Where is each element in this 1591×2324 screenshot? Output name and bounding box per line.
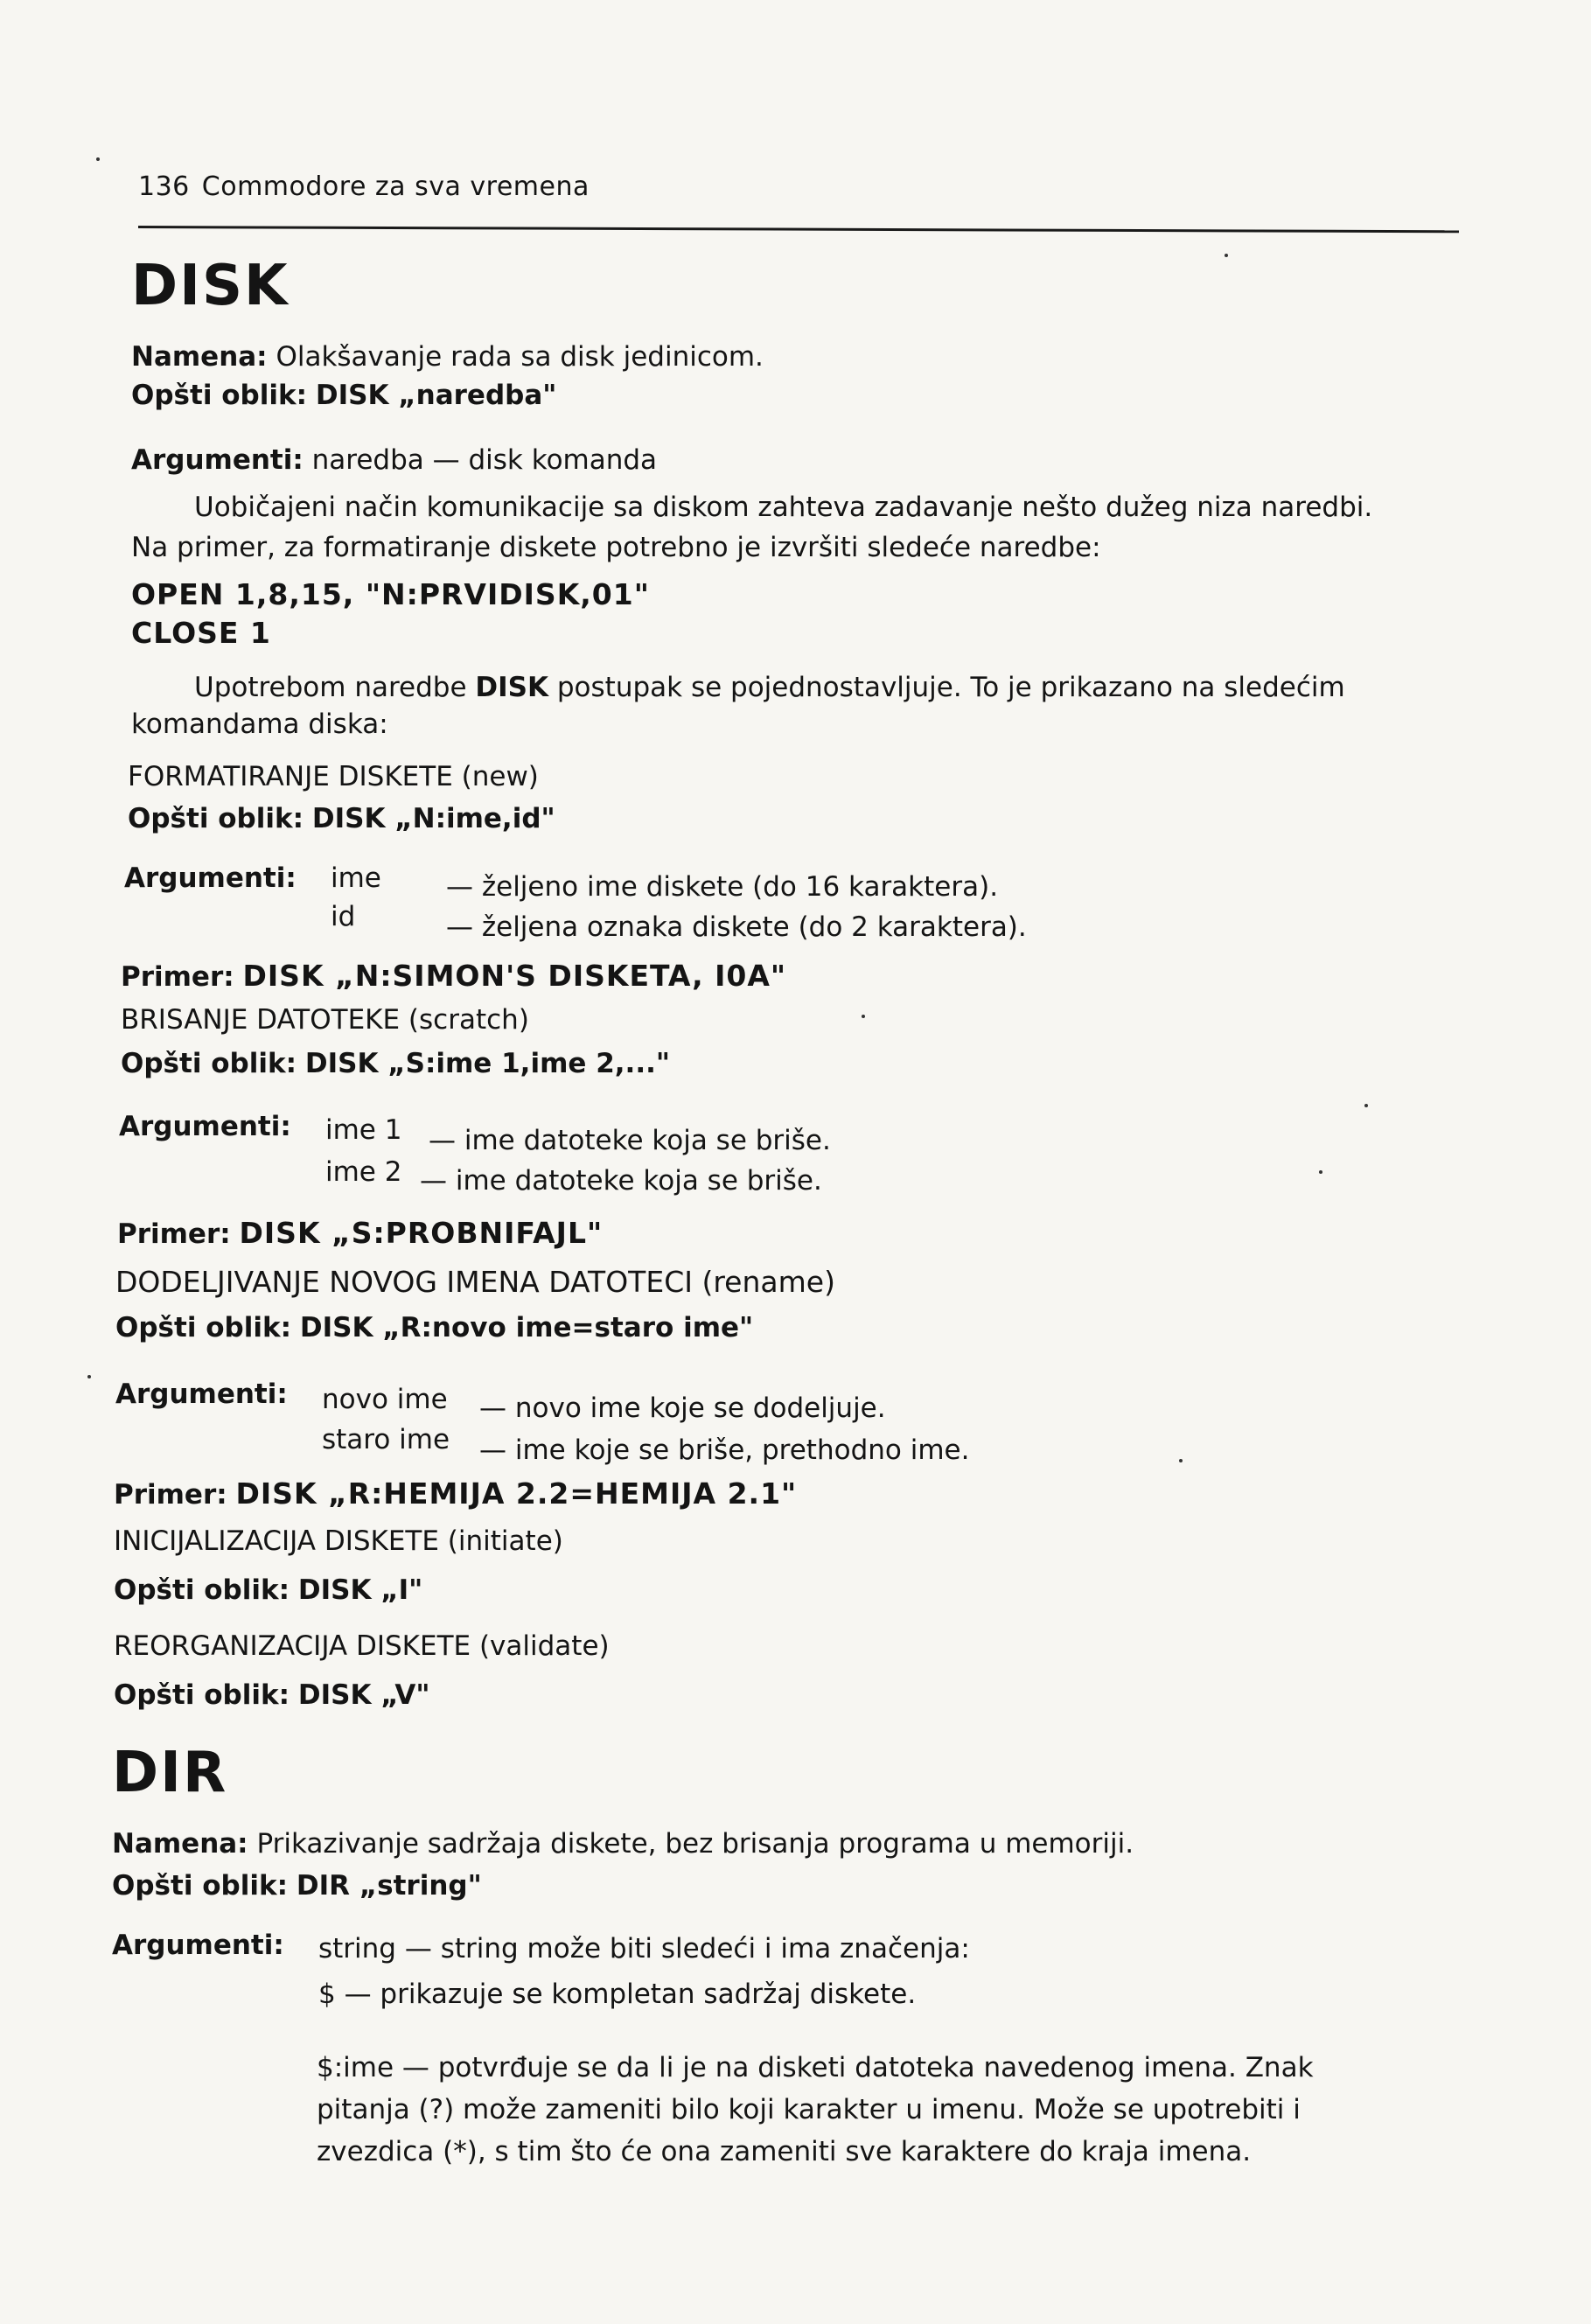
simplify-pre: Upotrebom naredbe	[194, 672, 476, 703]
format-arg1-text: — željeno ime diskete (do 16 karaktera).	[446, 871, 999, 903]
scratch-heading: BRISANJE DATOTEKE (scratch)	[121, 1004, 529, 1036]
dir-arg3-line2: pitanja (?) može zameniti bilo koji karakter u imenu. Može se upotrebiti i	[317, 2094, 1301, 2125]
code-line-close: CLOSE 1	[131, 616, 271, 650]
dir-arg3-line3: zvezdica (*), s tim što će ona zameniti sve karaktere do kraja imena.	[317, 2136, 1252, 2167]
dir-title: DIR	[112, 1741, 228, 1805]
opsti-label: Opšti oblik:	[121, 1048, 297, 1079]
scratch-arg2-text: — ime datoteke koja se briše.	[420, 1165, 822, 1197]
disk-argumenti	[131, 444, 657, 476]
namena-label: Namena:	[112, 1828, 248, 1860]
validate-opsti	[114, 1679, 430, 1711]
opsti-text: DISK „R:novo ime=staro ime"	[299, 1312, 754, 1343]
opsti-label: Opšti oblik:	[115, 1312, 291, 1343]
dir-argumenti-label	[112, 1930, 284, 1961]
opsti-text: DISK „I"	[297, 1574, 423, 1606]
opsti-label: Opšti oblik:	[128, 803, 304, 834]
disk-opsti	[131, 380, 556, 411]
format-arg2-name: id	[331, 901, 356, 932]
scan-speck	[1319, 1170, 1322, 1174]
scratch-arg1-text: — ime datoteke koja se briše.	[429, 1125, 831, 1156]
scan-speck	[862, 1015, 865, 1018]
rename-opsti	[115, 1312, 753, 1343]
header-rule	[138, 226, 1459, 233]
rename-arg1-text: — novo ime koje se dodeljuje.	[479, 1392, 886, 1424]
primer-label: Primer:	[114, 1479, 227, 1511]
opsti-text: DISK „naredba"	[315, 380, 557, 411]
argumenti-text: naredba — disk komanda	[311, 444, 658, 476]
format-arg1-name: ime	[331, 862, 381, 894]
rename-arg2-text: — ime koje se briše, prethodno ime.	[479, 1434, 970, 1466]
format-argumenti-label	[124, 862, 297, 894]
opsti-label: Opšti oblik:	[112, 1870, 288, 1902]
disk-intro-line2: Na primer, za formatiranje diskete potrebno je izvršiti sledeće naredbe:	[131, 532, 1101, 563]
argumenti-label: Argumenti:	[124, 862, 297, 894]
scan-speck	[87, 1375, 91, 1378]
argumenti-label: Argumenti:	[112, 1930, 284, 1961]
opsti-label: Opšti oblik:	[114, 1679, 290, 1711]
opsti-label: Opšti oblik:	[131, 380, 307, 411]
namena-text: Olakšavanje rada sa disk jedinicom.	[276, 341, 764, 373]
primer-label: Primer:	[117, 1218, 231, 1250]
validate-heading: REORGANIZACIJA DISKETE (validate)	[114, 1630, 610, 1662]
disk-namena	[131, 341, 764, 373]
primer-label: Primer:	[121, 961, 234, 993]
simplify-line2: komandama diska:	[131, 708, 388, 740]
scan-speck	[1179, 1459, 1183, 1462]
opsti-text: DIR „string"	[296, 1870, 482, 1902]
namena-label: Namena:	[131, 341, 268, 373]
primer-text: DISK „N:SIMON'S DISKETA, I0A"	[242, 959, 787, 993]
simplify-post: postupak se pojednostavljuje. To je prikazano na sledećim	[548, 672, 1345, 703]
format-primer	[121, 959, 786, 993]
scan-speck	[96, 157, 100, 161]
primer-text: DISK „R:HEMIJA 2.2=HEMIJA 2.1"	[235, 1476, 798, 1511]
namena-text: Prikazivanje sadržaja diskete, bez brisanja programa u memoriji.	[256, 1828, 1134, 1860]
argumenti-label: Argumenti:	[131, 444, 304, 476]
scratch-opsti	[121, 1048, 670, 1079]
scratch-primer	[117, 1216, 603, 1250]
disk-title: DISK	[131, 254, 290, 318]
opsti-text: DISK „V"	[297, 1679, 430, 1711]
rename-heading: DODELJIVANJE NOVOG IMENA DATOTECI (rename)	[115, 1265, 835, 1299]
page-number: 136	[138, 171, 190, 202]
primer-text: DISK „S:PROBNIFAJL"	[239, 1216, 604, 1250]
disk-intro-line1: Uobičajeni način komunikacije sa diskom zahteva zadavanje nešto dužeg niza naredbi.	[194, 492, 1373, 523]
dir-arg2: $ — prikazuje se kompletan sadržaj diskete.	[318, 1979, 917, 2010]
argumenti-label: Argumenti:	[119, 1111, 291, 1142]
simplify-line1	[194, 672, 1345, 703]
format-heading: FORMATIRANJE DISKETE (new)	[128, 761, 539, 792]
format-opsti	[128, 803, 555, 834]
opsti-text: DISK „N:ime,id"	[311, 803, 555, 834]
rename-arg1-name: novo ime	[322, 1384, 448, 1415]
dir-arg1: string — string može biti sledeći i ima značenja:	[318, 1933, 970, 1965]
scratch-arg1-name: ime 1	[325, 1114, 402, 1146]
dir-opsti	[112, 1870, 482, 1902]
simplify-bold: DISK	[475, 672, 549, 703]
dir-arg3-line1: $:ime — potvrđuje se da li je na disketi datoteka navedenog imena. Znak	[317, 2052, 1314, 2083]
scan-speck	[1225, 254, 1228, 257]
rename-argumenti-label	[115, 1378, 288, 1410]
scratch-argumenti-label	[119, 1111, 291, 1142]
rename-arg2-name: staro ime	[322, 1424, 450, 1455]
book-title: Commodore za sva vremena	[201, 171, 590, 202]
opsti-text: DISK „S:ime 1,ime 2,..."	[304, 1048, 671, 1079]
rename-primer	[114, 1476, 797, 1511]
dir-namena	[112, 1828, 1134, 1860]
code-line-open: OPEN 1,8,15, "N:PRVIDISK,01"	[131, 577, 650, 611]
format-arg2-text: — željena oznaka diskete (do 2 karaktera).	[446, 911, 1027, 943]
scratch-arg2-name: ime 2	[325, 1156, 402, 1188]
opsti-label: Opšti oblik:	[114, 1574, 290, 1606]
argumenti-label: Argumenti:	[115, 1378, 288, 1410]
scan-speck	[1364, 1104, 1368, 1107]
initiate-opsti	[114, 1574, 422, 1606]
initiate-heading: INICIJALIZACIJA DISKETE (initiate)	[114, 1525, 563, 1557]
running-head	[138, 171, 590, 202]
